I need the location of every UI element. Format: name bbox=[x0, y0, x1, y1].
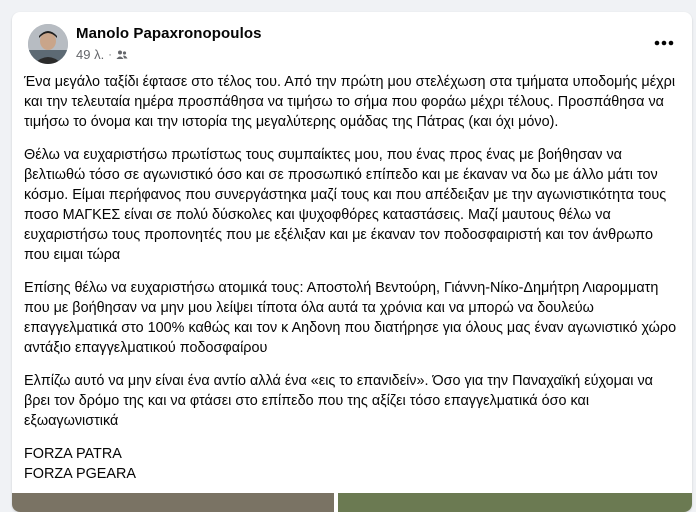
more-options-button[interactable] bbox=[650, 30, 678, 54]
post-media bbox=[12, 493, 692, 512]
post-paragraph: Επίσης θέλω να ευχαριστήσω ατομικά τους: Αποστολή Βεντούρη, Γιάννη-Νίκο-Δημήτρη Λιαρομματη που με βοήθησαν να μην μου λείψει τίποτα όλα αυτά τα χρόνια και να μπορώ να δουλεύω επαγγελματικά στο 100% καθώς και τον κ Αηδονη που διατήρησε για όλους μας έναν αγωνιστικό χώρο αντάξιο επαγγελματικού ποδοσφαίρου bbox=[24, 280, 677, 356]
author-avatar[interactable] bbox=[28, 24, 68, 64]
author-name[interactable]: Manolo Papaxronopoulos bbox=[76, 25, 262, 42]
closing-line: FORZA PGEARA bbox=[24, 466, 136, 482]
post-card bbox=[12, 12, 692, 512]
post-text bbox=[24, 72, 680, 484]
post-paragraph: Θέλω να ευχαριστήσω πρωτίστως τους συμπαίκτες μου, που ένας προς ένας με βοήθησαν να βελτιωθώ τόσο σε αγωνιστικό όσο και σε προσωπικό επίπεδο και με έκαναν να δω με άλλο μάτι τον κόσμο. Είμαι περήφανος που συνεργάστηκα μαζί τους και που απέδειξαν με την αγωνιστικότητα τους ποσο ΜΑΓΚΕΣ είναι σε πολύ δύσκολες και ψυχοφθόρες καταστάσεις. Μαζί μαυτους θέλω να ευχαριστήσω τους προπονητές που με εξέλιξαν και με έκαναν τον ποδοσφαιριστή και τον άνθρωπο που ειμαι τώρα bbox=[24, 147, 667, 263]
post-meta bbox=[76, 47, 128, 62]
post-paragraph: Ελπίζω αυτό να μην είναι ένα αντίο αλλά ένα «εις το επανιδείν». Όσο για την Παναχαϊκή εύχομαι να βρει τον δρόμο της και να φτάσει στο επίπεδο που της αξίζει τόσο επαγγελματικά όσο και εξωαγωνιστικά bbox=[24, 373, 654, 429]
post-closing bbox=[24, 444, 680, 484]
meta-separator: · bbox=[108, 48, 112, 61]
post-photo[interactable] bbox=[338, 493, 692, 512]
closing-line: FORZA PATRA bbox=[24, 446, 122, 462]
more-horizontal-icon bbox=[654, 33, 674, 51]
friends-icon[interactable] bbox=[116, 49, 128, 61]
post-header bbox=[12, 12, 692, 74]
post-timestamp[interactable]: 49 λ. bbox=[76, 47, 105, 62]
post-paragraph: Ένα μεγάλο ταξίδι έφτασε στο τέλος του. Από την πρώτη μου στελέχωση στα τμήματα υποδομής μέχρι και την τελευταία ημέρα προσπάθησα να τιμήσω το σήμα που φοράω μέχρι τέλους. Προσπάθησα να τιμήσω το όνομα και την ιστορία της μεγαλύτερης ομάδας της Πάτρας (και όχι μόνο). bbox=[24, 74, 676, 130]
post-photo[interactable] bbox=[12, 493, 334, 512]
